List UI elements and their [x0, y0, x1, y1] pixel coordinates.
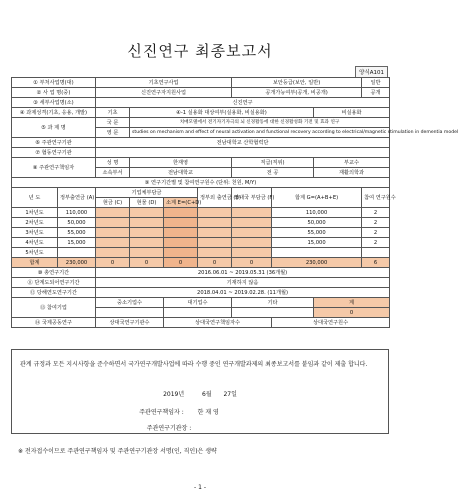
pi-position-label: 직급(직위): [232, 158, 314, 168]
stage-period-label: ⑪ 단계도되어연구기간: [12, 278, 96, 288]
row-current-period: [12, 288, 390, 298]
budget-year: 5차년도: [12, 248, 58, 258]
row-program-name: [12, 88, 390, 98]
task-title-label: ⑤ 과 제 명: [12, 118, 96, 138]
budget-row: [12, 248, 390, 258]
col-local: 정부외 출연금 (B): [198, 188, 232, 208]
public-status-label: 공개가능여부(공개, 비공개): [232, 88, 362, 98]
row-task-nature: [12, 108, 390, 118]
col-gov: 정부출연금 (A): [58, 188, 96, 208]
budget-header: ⑨ 연구기간별 및 참여연구원수 (단위: 천원, M/Y): [12, 178, 390, 188]
declaration-box: [11, 349, 389, 434]
sum-label: 합계: [12, 258, 58, 268]
lead-institution-value: 전남대학교 산학협력단: [96, 138, 390, 148]
participants-total-label: 계: [314, 298, 390, 308]
commercial-target-value: 비실용화: [314, 108, 390, 118]
sub-program-label: ③ 세부사업명(소): [12, 98, 96, 108]
sme-count-label: 중소기업수: [96, 298, 164, 308]
declaration-text: 관계 규정과 모든 지시사항을 준수하면서 국가연구개발사업에 따라 수행 중인 연구개발과제의 최종보고서를 붙임과 같이 제출 합니다.: [20, 361, 368, 368]
budget-year: 3차년도: [12, 228, 58, 238]
row-participants-header: [12, 298, 390, 308]
pi-signature-label: 주관연구책임자 :: [139, 409, 184, 416]
commercial-target-label: ④-1 실용화 대상여부(실용화, 비실용화): [130, 108, 314, 118]
budget-gov: 55,000: [58, 228, 96, 238]
coop-institution-label: ⑦ 협동연구기관: [12, 148, 96, 158]
sum-gov: 230,000: [58, 258, 96, 268]
budget-total: [272, 248, 362, 258]
budget-gov: 50,000: [58, 218, 96, 228]
col-researchers: 참여 연구원수: [362, 188, 390, 208]
row-budget-header: [12, 178, 390, 188]
task-nature-value: 기초: [96, 108, 130, 118]
title-eng-label: 영 문: [96, 128, 130, 138]
intl-researcher-count-label: 상대국연구원수: [272, 318, 390, 328]
budget-gov: 15,000: [58, 238, 96, 248]
coop-institution-value: [96, 148, 390, 158]
budget-total: 55,000: [272, 228, 362, 238]
intl-collab-label: ⑭ 국제공동연구: [12, 318, 96, 328]
task-nature-label: ④ 과제성격(기초, 응용, 개발): [12, 108, 96, 118]
pi-name-label: 성 명: [96, 158, 130, 168]
budget-researchers: 2: [362, 228, 390, 238]
signature-note: ※ 전자접수이므로 주관연구책임자 및 주관연구기관장 서명(인, 직인)은 생략: [18, 448, 217, 455]
sum-inkind: 0: [130, 258, 164, 268]
col-total: 합계 G=(A+B+E): [272, 188, 362, 208]
title-kor-value: 치매모델에서 전기자기자극의 뇌 신경활동에 대한 신경활성화 기전 및 효과 연구: [130, 118, 390, 128]
budget-row: [12, 228, 390, 238]
col-inkind: 현물 (D): [130, 198, 164, 208]
sme-count-value: [96, 308, 164, 318]
row-budget-cols-1: [12, 188, 390, 198]
sum-local: 0: [198, 258, 232, 268]
col-year: 년 도: [12, 188, 58, 208]
pi-major-label: 전 공: [232, 168, 314, 178]
row-ministry-program: [12, 78, 390, 88]
submission-date: [12, 389, 388, 398]
pi-signature-name: 한 재 영: [197, 409, 219, 416]
pi-major-value: 재활의학과: [314, 168, 390, 178]
col-other: 상대국 부담금 (F): [232, 188, 272, 208]
other-count-label: 기타: [232, 298, 314, 308]
row-total-period: [12, 268, 390, 278]
current-period-value: 2018.04.01 ~ 2019.02.28. (11개월): [96, 288, 390, 298]
pi-label: ⑧ 주관연구책임자: [12, 158, 96, 178]
submission-year: 2019년: [163, 391, 185, 398]
report-form-table: [11, 77, 458, 328]
budget-total: 110,000: [272, 208, 362, 218]
ministry-program-value: 기초연구사업: [96, 78, 232, 88]
budget-researchers: 2: [362, 208, 390, 218]
ministry-program-label: ① 부처사업명(대): [12, 78, 96, 88]
row-sub-program: [12, 98, 390, 108]
other-count-value: [232, 308, 314, 318]
intl-pi-count-label: 상대국연구책임자수: [164, 318, 272, 328]
row-lead-institution: [12, 138, 390, 148]
program-name-value: 신진연구자지원사업: [96, 88, 232, 98]
stage-period-value: 기재하지 않음: [96, 278, 390, 288]
page-number: - 1 -: [194, 484, 206, 491]
page-title: 신진연구 최종보고서: [127, 42, 273, 60]
budget-gov: [58, 248, 96, 258]
col-cash: 현금 (C): [96, 198, 130, 208]
budget-row: [12, 208, 390, 218]
budget-researchers: 2: [362, 238, 390, 248]
budget-row: [12, 218, 390, 228]
budget-total: 50,000: [272, 218, 362, 228]
budget-researchers: 2: [362, 218, 390, 228]
large-count-label: 대기업수: [164, 298, 232, 308]
sum-other: 0: [232, 258, 272, 268]
budget-row: [12, 238, 390, 248]
title-eng-value: studies on mechanism and effect of neural activation and functional recovery according to electrical/magnetic stimulation in dementia model: [130, 128, 390, 138]
budget-gov: 110,000: [58, 208, 96, 218]
participants-label: ⑬ 참여기업: [12, 298, 96, 318]
row-stage-period: [12, 278, 390, 288]
large-count-value: [164, 308, 232, 318]
current-period-label: ⑫ 당해연도연구기간: [12, 288, 96, 298]
budget-year: 1차년도: [12, 208, 58, 218]
total-period-value: 2016.06.01 ~ 2019.05.31 (36개월): [96, 268, 390, 278]
budget-year: 4차년도: [12, 238, 58, 248]
security-level-label: 보안등급(보안, 일반): [232, 78, 362, 88]
budget-total: 15,000: [272, 238, 362, 248]
public-status-value: 공개: [362, 88, 390, 98]
sum-total: 230,000: [272, 258, 362, 268]
inst-signature-label: 주관연구기관장 :: [146, 425, 192, 432]
budget-researchers: [362, 248, 390, 258]
pi-signature-line: [12, 407, 388, 416]
pi-dept-value: 전남대학교: [130, 168, 232, 178]
col-private: 기업체부담금: [96, 188, 198, 198]
sum-subtotal: 0: [164, 258, 198, 268]
program-name-label: ② 사 업 명(중): [12, 88, 96, 98]
lead-institution-label: ⑥ 주관연구기관: [12, 138, 96, 148]
submission-month: 6월: [202, 391, 212, 398]
row-pi-name: [12, 158, 390, 168]
col-subtotal: 소계 E=(C+D): [164, 198, 198, 208]
participants-total-value: 0: [314, 308, 390, 318]
security-level-value: 일반: [362, 78, 390, 88]
pi-position-value: 부교수: [314, 158, 390, 168]
form-code-badge: 양식A101: [355, 66, 388, 78]
row-coop-institution: [12, 148, 390, 158]
pi-name-value: 한재영: [130, 158, 232, 168]
budget-sum-row: [12, 258, 390, 268]
title-kor-label: 국 문: [96, 118, 130, 128]
intl-inst-count-label: 상대국연구기관수: [96, 318, 164, 328]
pi-dept-label: 소속부서: [96, 168, 130, 178]
sum-cash: 0: [96, 258, 130, 268]
budget-year: 2차년도: [12, 218, 58, 228]
submission-day: 27일: [223, 391, 237, 398]
sum-researchers: 6: [362, 258, 390, 268]
row-intl-collab: [12, 318, 390, 328]
inst-signature-line: [12, 423, 388, 432]
total-period-label: ⑩ 총연구기간: [12, 268, 96, 278]
row-title-kor: [12, 118, 390, 128]
sub-program-value: 신진연구: [96, 98, 390, 108]
